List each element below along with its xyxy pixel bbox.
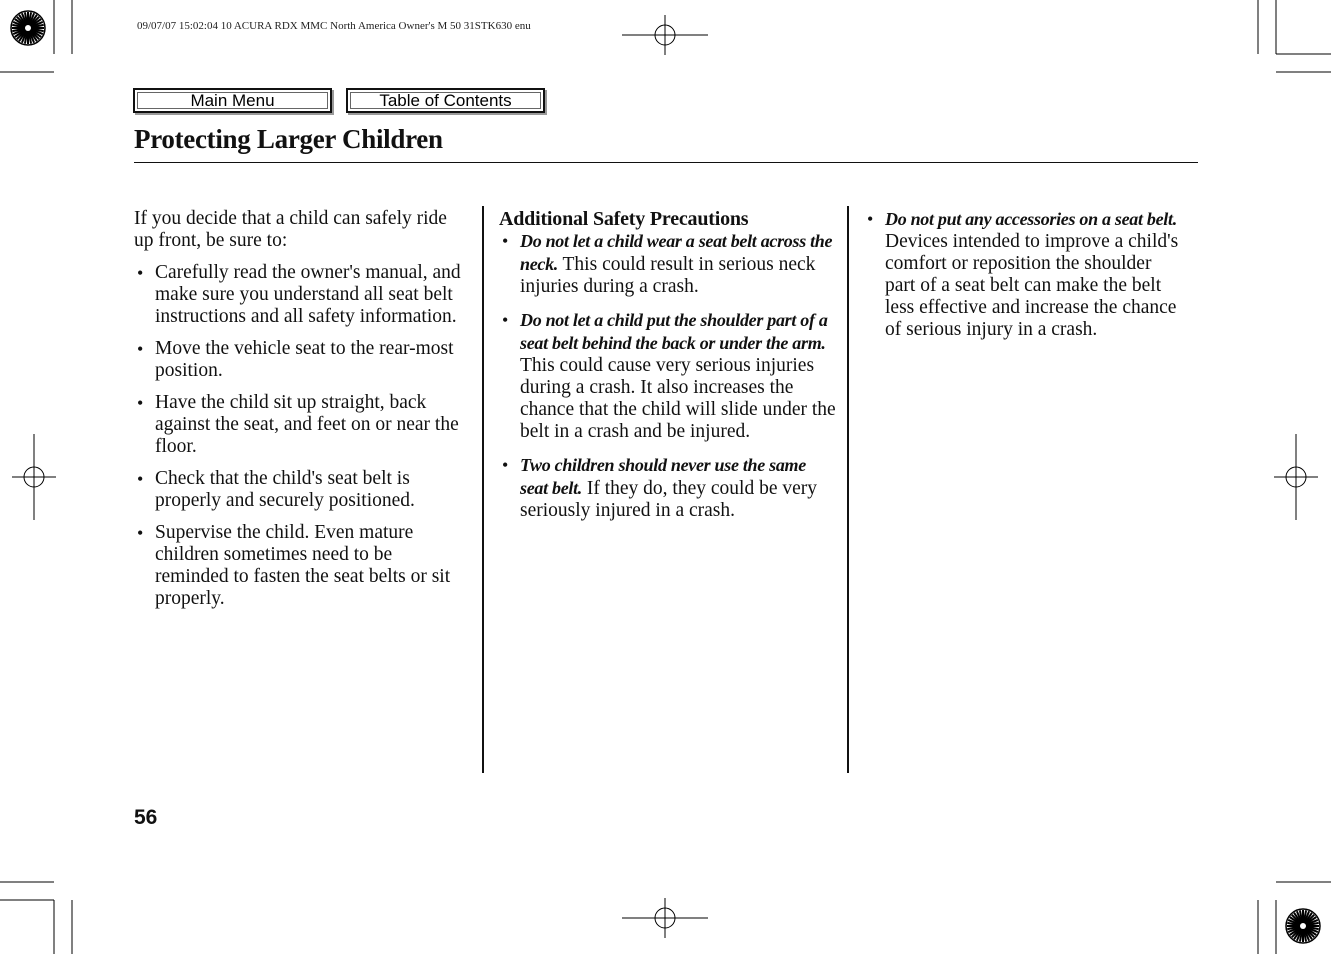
section-heading: Additional Safety Precautions	[499, 208, 749, 230]
page-number: 56	[134, 806, 158, 829]
additional-precautions-list	[499, 230, 837, 522]
warning-lead: Do not let a child wear a seat belt across the neck.	[520, 231, 833, 274]
accessory-warning-list	[864, 208, 1186, 341]
table-of-contents-button[interactable]: Table of Contents	[346, 88, 545, 113]
warning-lead: Do not put any accessories on a seat belt.	[885, 209, 1177, 229]
print-info: 09/07/07 15:02:04 10 ACURA RDX MMC North America Owner's M 50 31STK630 enu	[137, 20, 531, 32]
column-2	[499, 208, 837, 522]
warning-lead: Do not let a child put the shoulder part of a seat belt behind the back or under the arm.	[520, 310, 828, 353]
list-item	[864, 208, 1186, 341]
warning-text: This could result in serious neck injuries during a crash.	[520, 254, 816, 297]
precaution-list	[134, 262, 470, 610]
warning-text: This could cause very serious injuries during a crash. It also increases the chance that the child will slide under the belt in a crash and be injured.	[520, 355, 836, 442]
list-item: • Carefully read the owner's manual, and make sure you understand all seat belt instructions and all safety information.	[134, 262, 470, 328]
column-3	[864, 208, 1186, 341]
column-divider	[847, 206, 849, 773]
list-item	[499, 230, 837, 298]
warning-text: Devices intended to improve a child's comfort or reposition the shoulder part of a seat belt can make the belt less effective and increase the chance of serious injury in a crash.	[885, 231, 1179, 340]
list-item: • Move the vehicle seat to the rear-most position.	[134, 338, 470, 382]
main-menu-button[interactable]: Main Menu	[133, 88, 332, 113]
list-item: • Supervise the child. Even mature children sometimes need to be reminded to fasten the seat belts or sit properly.	[134, 522, 470, 610]
title-divider	[134, 162, 1198, 163]
page-title: Protecting Larger Children	[134, 124, 443, 154]
list-item: • Check that the child's seat belt is properly and securely positioned.	[134, 468, 470, 512]
list-item: • Have the child sit up straight, back against the seat, and feet on or near the floor.	[134, 392, 470, 458]
list-item	[499, 309, 837, 443]
column-1	[134, 208, 470, 610]
warning-text: If they do, they could be very seriously injured in a crash.	[520, 478, 818, 521]
column-divider	[482, 206, 484, 773]
list-item	[499, 454, 837, 522]
warning-lead: Two children should never use the same seat belt.	[520, 455, 806, 498]
intro-text: If you decide that a child can safely ride up front, be sure to:	[134, 208, 447, 251]
